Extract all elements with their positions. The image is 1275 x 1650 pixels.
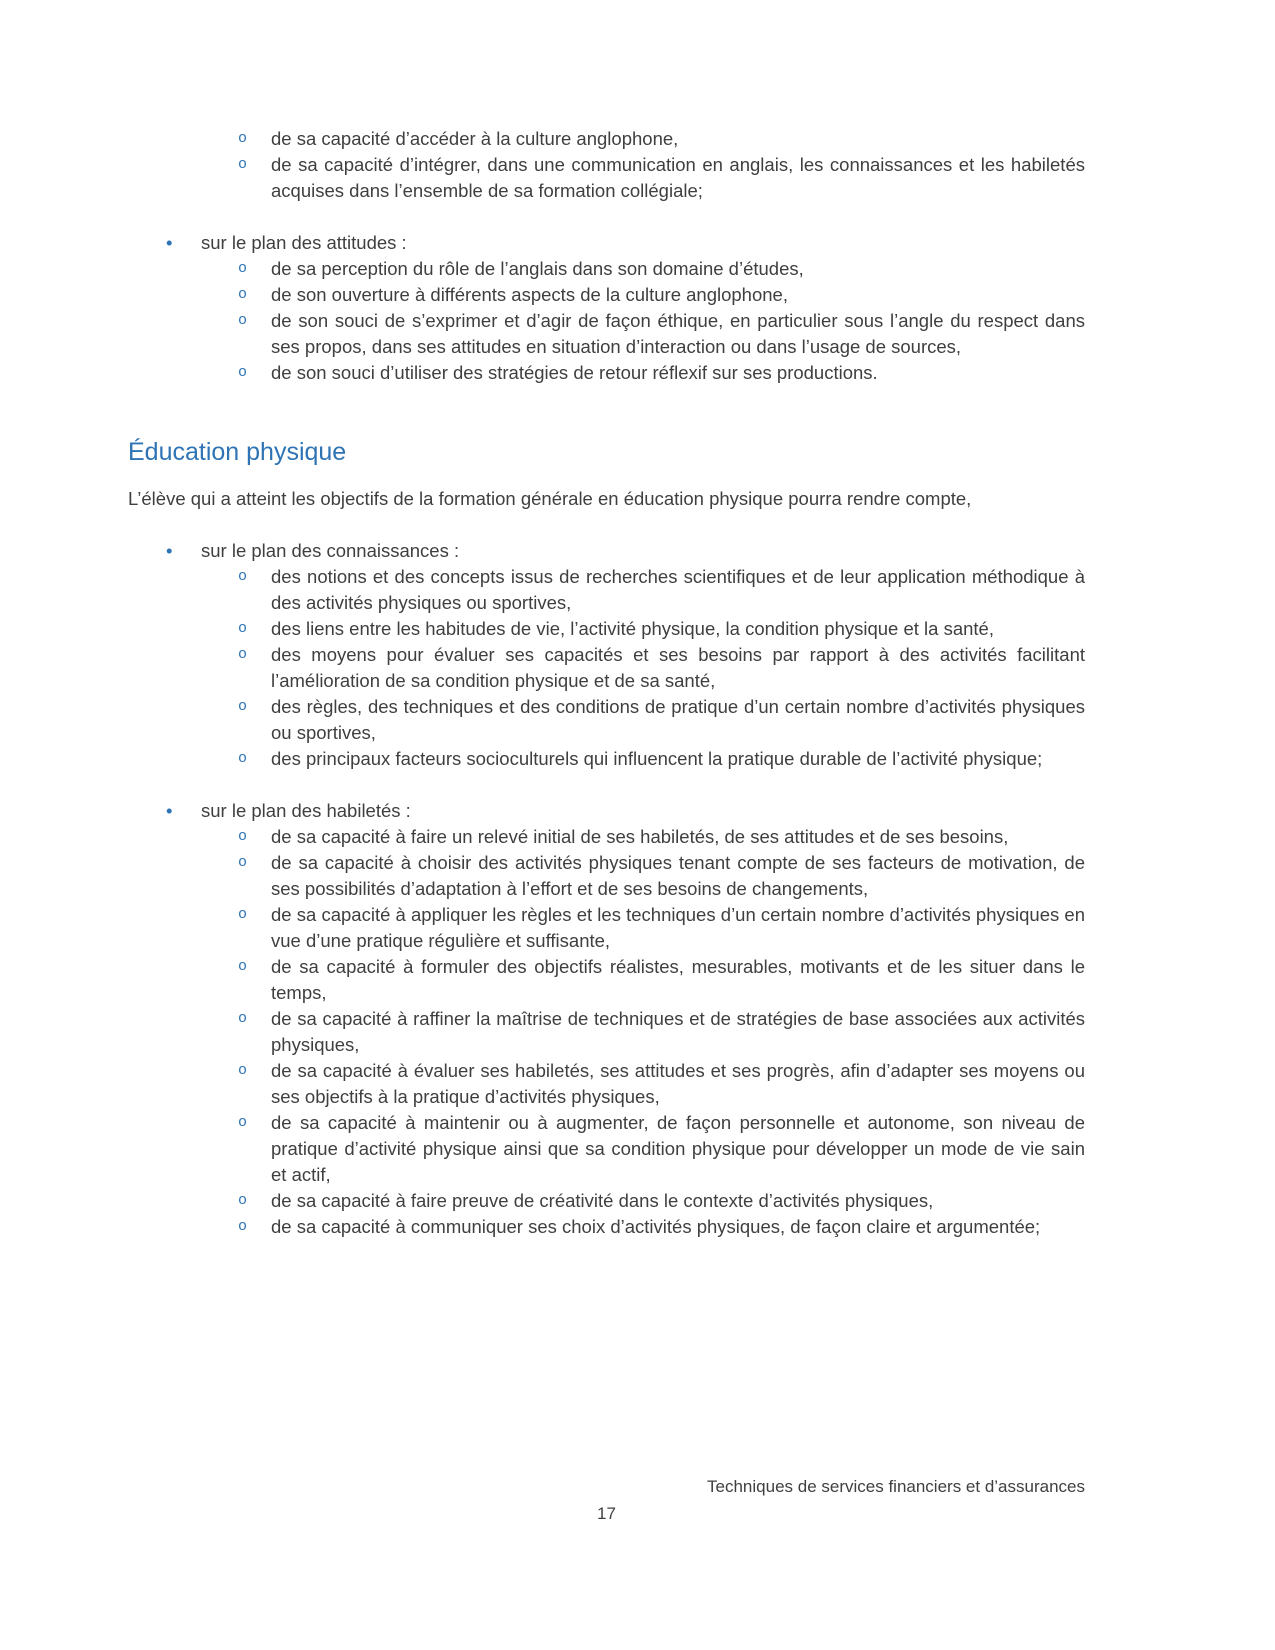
list-item-text: de sa capacité à communiquer ses choix d’activités physiques, de façon claire et argumentée; (271, 1216, 1041, 1237)
list-item (128, 1006, 1085, 1058)
list-item-text: sur le plan des attitudes : (201, 232, 407, 253)
list-item-text: de sa capacité à maintenir ou à augmenter, de façon personnelle et autonome, son niveau de pratique d’activité physique ainsi que sa condition physique pour développer un mode de vie sain et actif, (271, 1112, 1085, 1185)
list-item-text: de sa capacité à formuler des objectifs réalistes, mesurables, motivants et de les situer dans le temps, (271, 956, 1085, 1003)
circle-bullet-icon: o (238, 958, 248, 975)
list-item-text: des liens entre les habitudes de vie, l’activité physique, la condition physique et la santé, (271, 618, 994, 639)
circle-bullet-icon: o (238, 364, 248, 381)
list-item (128, 538, 1085, 564)
circle-bullet-icon: o (238, 828, 248, 845)
circle-bullet-icon: o (238, 854, 248, 871)
page-number: 17 (597, 1504, 616, 1523)
list-item (128, 282, 1085, 308)
circle-bullet-icon: o (238, 620, 248, 637)
intro-paragraph: L’élève qui a atteint les objectifs de la formation générale en éducation physique pourra rendre compte, (128, 488, 972, 509)
list-item (128, 1110, 1085, 1188)
circle-bullet-icon: o (238, 1192, 248, 1209)
circle-bullet-icon: o (238, 260, 248, 277)
list-item (128, 850, 1085, 902)
circle-bullet-icon: o (238, 156, 248, 173)
list-item (128, 360, 1085, 386)
list-item (128, 308, 1085, 360)
list-item (128, 694, 1085, 746)
list-item (128, 1058, 1085, 1110)
list-item-text: des principaux facteurs socioculturels qui influencent la pratique durable de l’activité physique; (271, 748, 1043, 769)
bullet-icon: • (166, 540, 173, 561)
list-item-text: de sa capacité à faire un relevé initial de ses habiletés, de ses attitudes et de ses besoins, (271, 826, 1009, 847)
list-item-text: de sa capacité à évaluer ses habiletés, ses attitudes et ses progrès, afin d’adapter ses moyens ou ses objectifs à la pratique d’activités physiques, (271, 1060, 1085, 1107)
list-item (128, 256, 1085, 282)
bullet-icon: • (166, 232, 173, 253)
list-item (128, 642, 1085, 694)
circle-bullet-icon: o (238, 1010, 248, 1027)
list-item-text: de son souci d’utiliser des stratégies de retour réflexif sur ses productions. (271, 362, 878, 383)
list-item (128, 954, 1085, 1006)
circle-bullet-icon: o (238, 568, 248, 585)
list-item (128, 152, 1085, 204)
list-item (128, 616, 1085, 642)
list-item-text: de son ouverture à différents aspects de la culture anglophone, (271, 284, 788, 305)
circle-bullet-icon: o (238, 1062, 248, 1079)
page-content (128, 126, 1085, 1240)
list-item-text: de sa capacité à raffiner la maîtrise de techniques et de stratégies de base associées aux activités physiques, (271, 1008, 1085, 1055)
list-item (128, 564, 1085, 616)
list-item-text: de sa capacité d’intégrer, dans une communication en anglais, les connaissances et les habiletés acquises dans l’ensemble de sa formation collégiale; (271, 154, 1085, 201)
circle-bullet-icon: o (238, 750, 248, 767)
list-item-text: des moyens pour évaluer ses capacités et ses besoins par rapport à des activités facilitant l’amélioration de sa condition physique et de sa santé, (271, 644, 1085, 691)
list-item-text: de sa perception du rôle de l’anglais dans son domaine d’études, (271, 258, 804, 279)
circle-bullet-icon: o (238, 286, 248, 303)
list-item (128, 1188, 1085, 1214)
circle-bullet-icon: o (238, 130, 248, 147)
list-item (128, 798, 1085, 824)
circle-bullet-icon: o (238, 698, 248, 715)
list-item (128, 1214, 1085, 1240)
section-heading: Éducation physique (128, 438, 347, 466)
list-item (128, 126, 1085, 152)
list-item-text: de sa capacité d’accéder à la culture anglophone, (271, 128, 679, 149)
list-item (128, 824, 1085, 850)
list-item (128, 230, 1085, 256)
circle-bullet-icon: o (238, 312, 248, 329)
footer-document-title: Techniques de services financiers et d’assurances (707, 1477, 1085, 1496)
list-item-text: de sa capacité à faire preuve de créativité dans le contexte d’activités physiques, (271, 1190, 934, 1211)
list-item-text: de son souci de s’exprimer et d’agir de façon éthique, en particulier sous l’angle du respect dans ses propos, dans ses attitudes en situation d’interaction ou dans l’usage de sources, (271, 310, 1085, 357)
list-item-text: des règles, des techniques et des conditions de pratique d’un certain nombre d’activités physiques ou sportives, (271, 696, 1085, 743)
list-item-text: sur le plan des habiletés : (201, 800, 411, 821)
list-item-text: de sa capacité à appliquer les règles et les techniques d’un certain nombre d’activités physiques en vue d’une pratique régulière et suffisante, (271, 904, 1085, 951)
bullet-icon: • (166, 800, 173, 821)
list-item-text: des notions et des concepts issus de recherches scientifiques et de leur application méthodique à des activités physiques ou sportives, (271, 566, 1085, 613)
circle-bullet-icon: o (238, 646, 248, 663)
list-item-text: sur le plan des connaissances : (201, 540, 460, 561)
circle-bullet-icon: o (238, 1218, 248, 1235)
circle-bullet-icon: o (238, 1114, 248, 1131)
list-item-text: de sa capacité à choisir des activités physiques tenant compte de ses facteurs de motivation, de ses possibilités d’adaptation à l’effort et de ses besoins de changements, (271, 852, 1085, 899)
list-item (128, 746, 1085, 772)
list-item (128, 902, 1085, 954)
circle-bullet-icon: o (238, 906, 248, 923)
